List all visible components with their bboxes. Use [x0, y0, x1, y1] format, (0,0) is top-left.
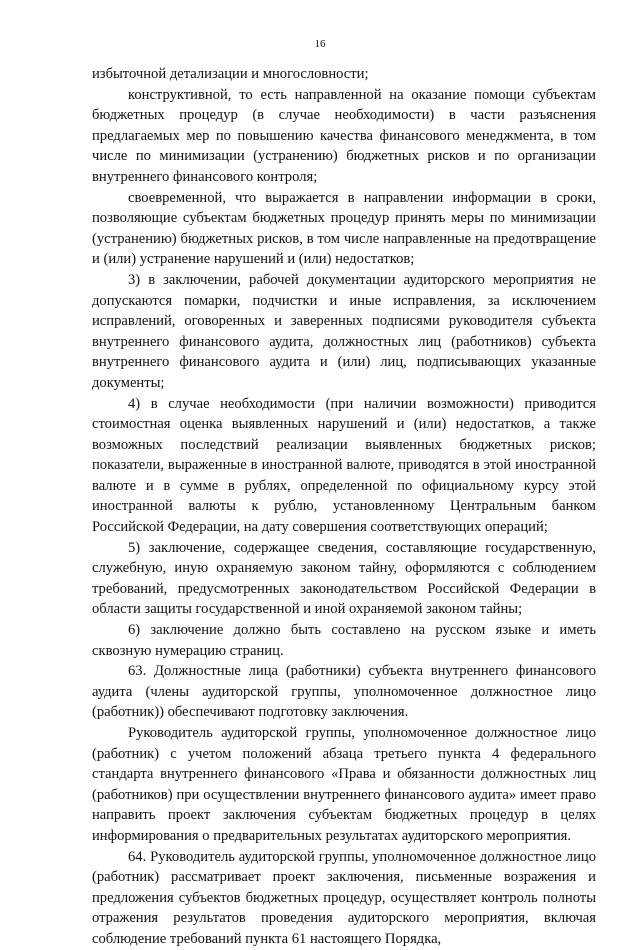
- document-body: [92, 64, 596, 950]
- paragraph: 3) в заключении, рабочей документации аудиторского мероприятия не допускаются помарки, подчистки и иные исправления, за исключением исправлений, оговоренных и заверенных подписями руководителя субъекта внутреннего финансового аудита, должностных лиц (работников) субъекта внутреннего финансового аудита и (или) лиц, подписывающих указанные документы;: [92, 271, 596, 391]
- paragraph: своевременной, что выражается в направлении информации в сроки, позволяющие субъектам бюджетных процедур принять меры по минимизации (устранению) бюджетных рисков, в том числе направленные на предотвращение и (или) устранение нарушений и (или) недостатков;: [92, 189, 596, 268]
- page-number: 16: [314, 38, 326, 50]
- paragraph: 5) заключение, содержащее сведения, составляющие государственную, служебную, иную охраняемую законом тайну, оформляются с соблюдением требований, предусмотренных законодательством Российской Федерации в области защиты государственной и иной охраняемой законом тайны;: [92, 539, 596, 618]
- paragraph: 64. Руководитель аудиторской группы, уполномоченное должностное лицо (работник) рассматривает проект заключения, письменные возражения и предложения субъектов бюджетных процедур, осуществляет контроль полноты отражения результатов проведения аудиторского мероприятия, включая соблюдение требований пункта 61 настоящего Порядка,: [92, 848, 596, 947]
- paragraph: 63. Должностные лица (работники) субъекта внутреннего финансового аудита (члены аудиторской группы, уполномоченное должностное лицо (работник)) обеспечивают подготовку заключения.: [92, 663, 596, 721]
- paragraph: 4) в случае необходимости (при наличии возможности) приводится стоимостная оценка выявленных нарушений и (или) недостатков, а также возможных последствий реализации выявленных бюджетных рисков; показатели, выраженные в иностранной валюте, приводятся в этой иностранной валюте и в сумме в рублях, определенной по официальному курсу этой иностранной валюты к рублю, установленному Центральным банком Российской Федерации, на дату совершения соответствующих операций;: [92, 395, 596, 536]
- paragraph: 6) заключение должно быть составлено на русском языке и иметь сквозную нумерацию страниц.: [92, 622, 596, 659]
- paragraph: конструктивной, то есть направленной на оказание помощи субъектам бюджетных процедур (в случае необходимости) в части разъяснения предлагаемых мер по повышению качества финансового менеджмента, в том числе по минимизации (устранению) бюджетных рисков и по организации внутреннего финансового контроля;: [92, 86, 596, 185]
- paragraph: избыточной детализации и многословности;: [92, 66, 369, 82]
- paragraph: Руководитель аудиторской группы, уполномоченное должностное лицо (работник) с учетом положений абзаца третьего пункта 4 федерального стандарта внутреннего финансового «Права и обязанности должностных лиц (работников) при осуществлении внутреннего финансового аудита» имеет право направить проект заключения субъектам бюджетных процедур в целях информирования о предварительных результатах аудиторского мероприятия.: [92, 725, 596, 844]
